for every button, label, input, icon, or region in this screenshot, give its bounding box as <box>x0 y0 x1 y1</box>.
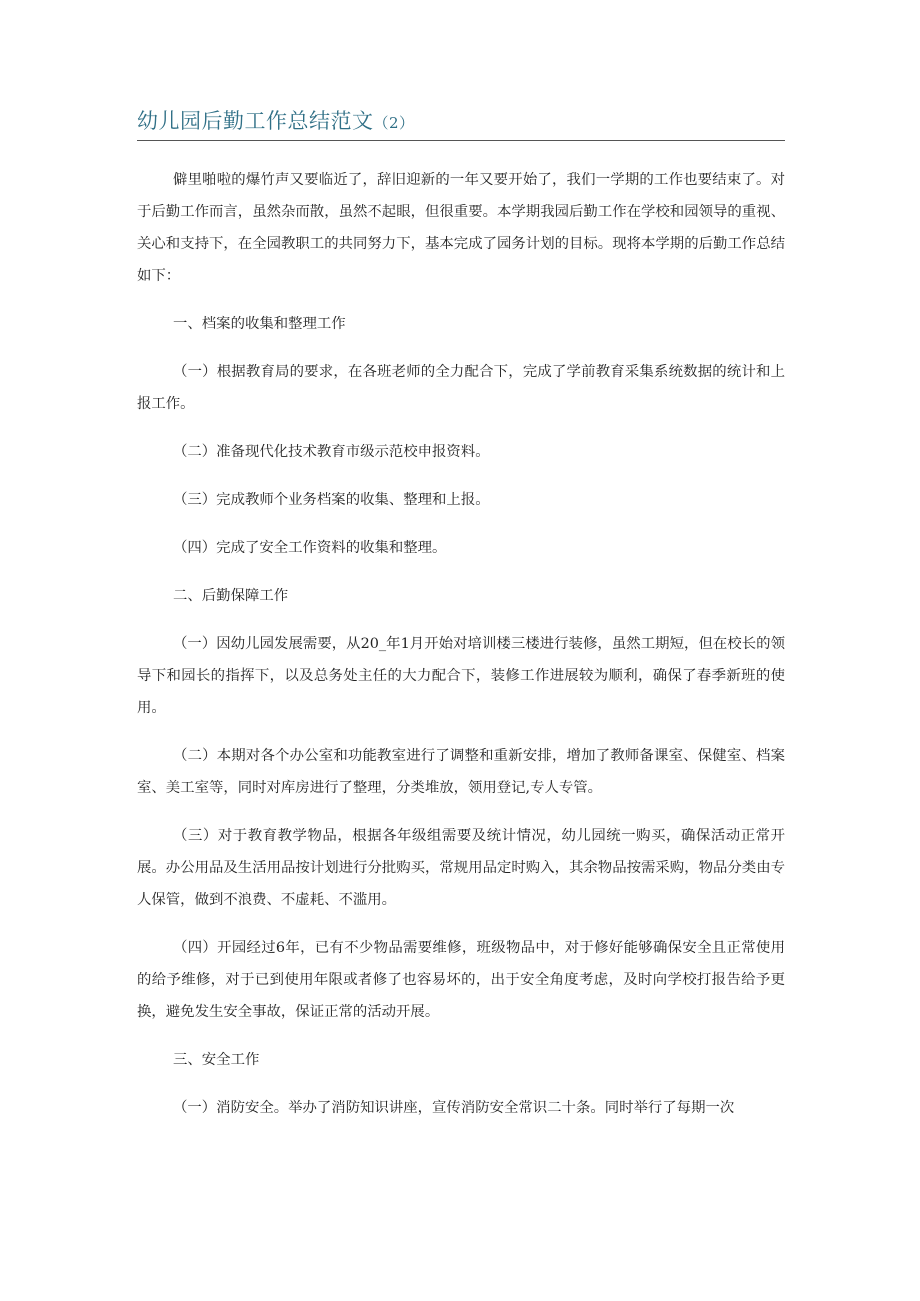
document-body <box>137 164 785 1140</box>
title-suffix: （2） <box>373 114 415 132</box>
list-item: （一）消防安全。举办了消防知识讲座，宣传消防安全常识二十条。同时举行了每期一次 <box>173 1100 735 1116</box>
section-heading-archives: 一、档案的收集和整理工作 <box>173 316 346 332</box>
document-page <box>137 106 785 1116</box>
list-item: （一）因幼儿园发展需要，从20_年1月开始对培训楼三楼进行装修，虽然工期短，但在校长的领导下和园长的指挥下，以及总务处主任的大力配合下，装修工作进展较为顺利，确保了春季新班的使用。 <box>137 636 785 716</box>
section-heading-safety: 三、安全工作 <box>173 1052 260 1068</box>
list-item: （三）对于教育教学物品，根据各年级组需要及统计情况，幼儿园统一购买，确保活动正常开展。办公用品及生活用品按计划进行分批购买，常规用品定时购入，其余物品按需采购，物品分类由专人保管，做到不浪费、不虚耗、不滥用。 <box>137 828 785 908</box>
document-title: 幼儿园后勤工作总结范文（2） <box>137 109 415 133</box>
list-item: （三）完成教师个业务档案的收集、整理和上报。 <box>173 492 490 508</box>
list-item: （二）本期对各个办公室和功能教室进行了调整和重新安排，增加了教师备课室、保健室、档案室、美工室等，同时对库房进行了整理，分类堆放，领用登记,专人专管。 <box>137 748 785 796</box>
intro-paragraph: 僻里啪啦的爆竹声又要临近了，辞旧迎新的一年又要开始了，我们一学期的工作也要结束了。对于后勤工作而言，虽然杂而散，虽然不起眼，但很重要。本学期我园后勤工作在学校和园领导的重视、关心和支持下，在全园教职工的共同努力下，基本完成了园务计划的目标。现将本学期的后勤工作总结如下： <box>137 172 785 284</box>
list-item: （二）准备现代化技术教育市级示范校申报资料。 <box>173 444 490 460</box>
list-item: （四）完成了安全工作资料的收集和整理。 <box>173 540 447 556</box>
section-heading-logistics: 二、后勤保障工作 <box>173 588 289 604</box>
list-item: （一）根据教育局的要求，在各班老师的全力配合下，完成了学前教育采集系统数据的统计和上报工作。 <box>137 364 785 412</box>
list-item: （四）开园经过6年，已有不少物品需要维修，班级物品中，对于修好能够确保安全且正常使用的给予维修，对于已到使用年限或者修了也容易坏的，出于安全角度考虑，及时向学校打报告给予更换，避免发生安全事故，保证正常的活动开展。 <box>137 940 785 1020</box>
title-bar <box>137 106 785 141</box>
